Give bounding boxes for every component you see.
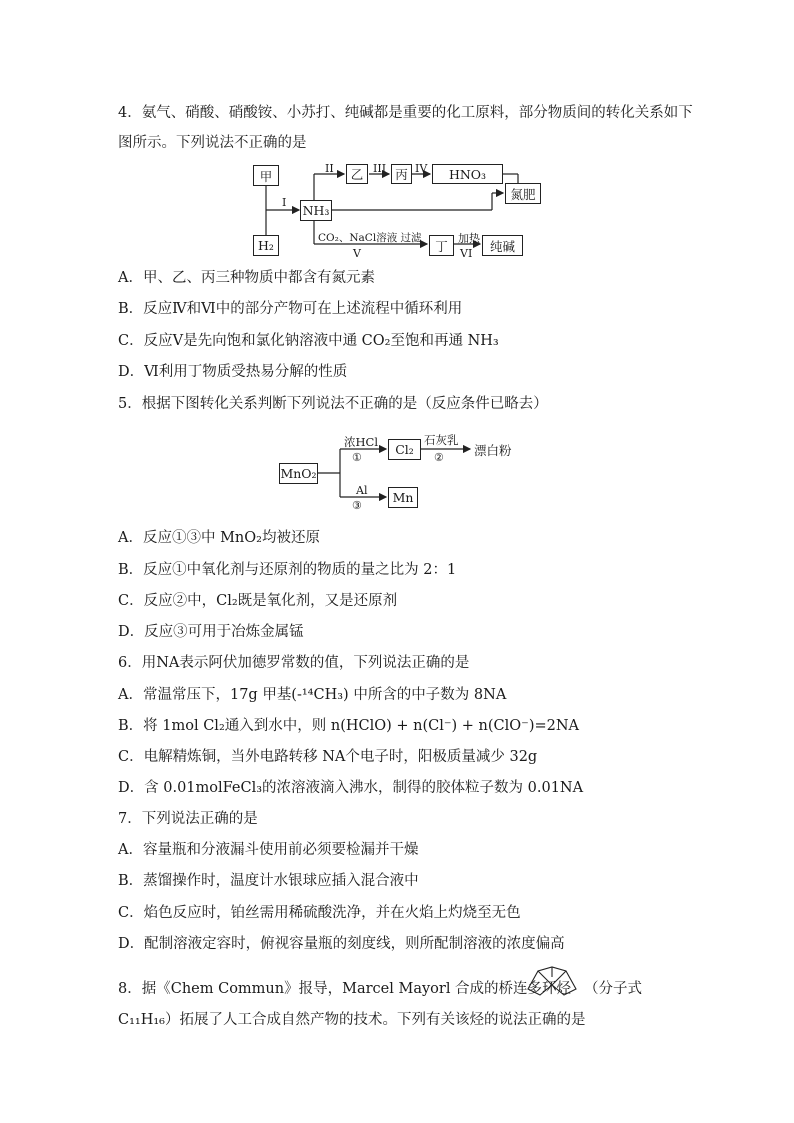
q7-option-d: D．配制溶液定容时，俯视容量瓶的刻度线，则所配制溶液的浓度偏高: [118, 936, 565, 952]
label-circle-3: ③: [352, 499, 362, 512]
label-reaction-6: VI: [460, 247, 473, 260]
q7-option-c: C．焰色反应时，铂丝需用稀硫酸洗净，并在火焰上灼烧至无色: [118, 905, 521, 921]
q7-stem: 7．下列说法正确的是: [118, 811, 258, 827]
box-nh3: NH₃: [300, 200, 332, 221]
q4-stem-line1: 4．氨气、硝酸、硝酸铵、小苏打、纯碱都是重要的化工原料，部分物质间的转化关系如下: [118, 105, 693, 121]
box-chunjian: 纯碱: [482, 235, 523, 256]
box-h2: H₂: [253, 235, 279, 256]
q6-option-b: B．将 1mol Cl₂通入到水中，则 n(HClO) + n(Cl⁻) + n(ClO⁻)=2NA: [118, 718, 580, 734]
q4-option-a: A．甲、乙、丙三种物质中都含有氮元素: [118, 270, 375, 286]
q6-option-d: D．含 0.01molFeCl₃的浓溶液滴入沸水，制得的胶体粒子数为 0.01NA: [118, 780, 584, 796]
label-reaction-5: V: [353, 247, 361, 260]
label-condition-5: CO₂、NaCl溶液 过滤: [318, 232, 422, 244]
label-condition-6: 加热: [458, 232, 480, 245]
box-cl2: Cl₂: [388, 439, 421, 460]
label-circle-1: ①: [352, 451, 362, 464]
box-mn: Mn: [388, 487, 418, 508]
label-circle-2: ②: [434, 451, 444, 464]
q6-stem: 6．用NA表示阿伏加德罗常数的值，下列说法正确的是: [118, 655, 470, 671]
box-mno2: MnO₂: [279, 463, 318, 484]
q7-option-b: B．蒸馏操作时，温度计水银球应插入混合液中: [118, 873, 419, 889]
label-al: Al: [356, 484, 368, 497]
q8-stem-line1b: （分子式: [584, 981, 642, 997]
q4-option-c: C．反应Ⅴ是先向饱和氯化钠溶液中通 CO₂至饱和再通 NH₃: [118, 333, 499, 349]
q4-option-b: B．反应Ⅳ和Ⅵ中的部分产物可在上述流程中循环利用: [118, 301, 463, 317]
box-ding: 丁: [429, 235, 454, 256]
q5-option-a: A．反应①③中 MnO₂均被还原: [118, 530, 320, 546]
label-reaction-4: IV: [415, 162, 428, 175]
label-reaction-1: I: [282, 196, 287, 209]
box-jia: 甲: [253, 165, 279, 186]
q7-option-a: A．容量瓶和分液漏斗使用前必须要检漏并干燥: [118, 842, 419, 858]
label-reaction-3: III: [373, 162, 387, 175]
q5-option-d: D．反应③可用于冶炼金属锰: [118, 624, 304, 640]
box-danfei: 氮肥: [505, 183, 541, 204]
q5-option-b: B．反应①中氧化剂与还原剂的物质的量之比为 2：1: [118, 562, 457, 578]
q4-stem-line2: 图所示。下列说法不正确的是: [118, 135, 307, 151]
q5-stem: 5．根据下图转化关系判断下列说法不正确的是（反应条件已略去）: [118, 396, 548, 412]
label-conc-hcl: 浓HCl: [344, 435, 379, 449]
q6-option-c: C．电解精炼铜，当外电路转移 NA个电子时，阳极质量减少 32g: [118, 749, 538, 765]
q6-option-a: A．常温常压下，17g 甲基(-¹⁴CH₃) 中所含的中子数为 8NA: [118, 687, 507, 703]
box-bing: 丙: [391, 164, 412, 184]
label-lime-milk: 石灰乳: [424, 433, 459, 447]
box-hno3: HNO₃: [432, 164, 503, 184]
box-yi: 乙: [346, 164, 368, 184]
bridged-hydrocarbon-structure-icon: [524, 963, 580, 999]
label-reaction-2: II: [325, 162, 334, 175]
label-bleach-powder: 漂白粉: [474, 443, 512, 458]
q5-option-c: C．反应②中，Cl₂既是氧化剂，又是还原剂: [118, 593, 398, 609]
q8-stem-line1a: 8．据《Chem Commun》报导，Marcel Mayorl 合成的桥连多环烃: [118, 981, 572, 997]
q4-option-d: D．Ⅵ利用丁物质受热易分解的性质: [118, 364, 348, 380]
q8-stem-line2: C₁₁H₁₆）拓展了人工合成自然产物的技术。下列有关该烃的说法正确的是: [118, 1012, 586, 1028]
